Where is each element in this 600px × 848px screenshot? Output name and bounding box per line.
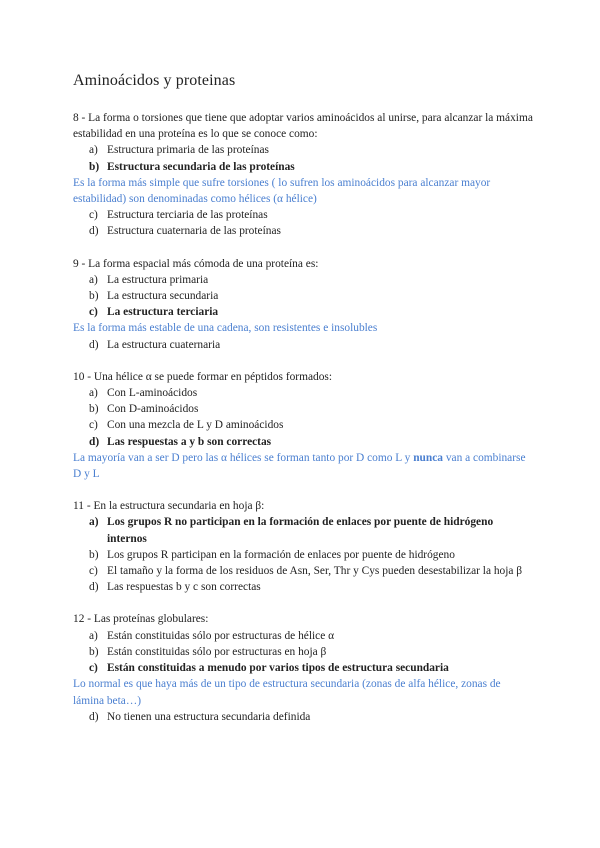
answer-note: Lo normal es que haya más de un tipo de estructura secundaria (zonas de alfa hélice, zonas de lámina beta…) (73, 678, 501, 707)
option-b-correct: b) Estructura secundaria de las proteínas (89, 160, 295, 173)
question-9 (73, 256, 533, 353)
option-a: a) La estructura primaria (89, 273, 209, 286)
question-11 (73, 498, 533, 595)
question-text: 12 - Las proteínas globulares: (73, 613, 209, 626)
question-10 (73, 369, 533, 482)
option-c: c) Estructura terciaria de las proteínas (89, 209, 268, 222)
option-b: b) Están constituidas sólo por estructuras en hoja β (89, 645, 327, 658)
option-c: c) Con una mezcla de L y D aminoácidos (89, 419, 284, 432)
option-c-correct: c) Están constituidas a menudo por varios tipos de estructura secundaria (89, 662, 449, 675)
question-12 (73, 611, 533, 724)
option-a-correct: a) Los grupos R no participan en la formación de enlaces por puente de hidrógeno internos (89, 516, 494, 545)
option-d: d) No tienen una estructura secundaria definida (89, 710, 311, 723)
page-title: Aminoácidos y proteinas (73, 72, 236, 89)
answer-note: Es la forma más simple que sufre torsiones ( lo sufren los aminoácidos para alcanzar mayor estabilidad) son denominadas como hélices (α hélice) (73, 176, 491, 206)
option-b: b) La estructura secundaria (89, 290, 219, 303)
option-b: b) Los grupos R participan en la formación de enlaces por puente de hidrógeno (89, 548, 455, 561)
option-a: a) Están constituidas sólo por estructuras de hélice α (89, 629, 335, 642)
option-a: a) Estructura primaria de las proteínas (89, 144, 269, 157)
option-a: a) Con L-aminoácidos (89, 387, 198, 400)
option-d: d) La estructura cuaternaria (89, 338, 221, 351)
question-text: 8 - La forma o torsiones que tiene que adoptar varios aminoácidos al unirse, para alcanzar la máxima estabilidad en una proteína es lo que se conoce como: (73, 112, 533, 141)
answer-note: La mayoría van a ser D pero las α hélices se forman tanto por D como L y nunca van a combinarse D y L (73, 451, 526, 481)
question-text: 9 - La forma espacial más cómoda de una proteína es: (73, 257, 319, 270)
answer-note: Es la forma más estable de una cadena, son resistentes e insolubles (73, 322, 378, 335)
question-text: 10 - Una hélice α se puede formar en péptidos formados: (73, 370, 333, 383)
option-c-correct: c) La estructura terciaria (89, 306, 219, 319)
option-d: d) Estructura cuaternaria de las proteínas (89, 225, 281, 238)
question-8 (73, 110, 533, 240)
option-d: d) Las respuestas b y c son correctas (89, 581, 261, 594)
option-d-correct: d) Las respuestas a y b son correctas (89, 435, 272, 448)
option-c: c) El tamaño y la forma de los residuos de Asn, Ser, Thr y Cys pueden desestabilizar la hoja β (89, 565, 523, 578)
document-page (73, 72, 533, 741)
question-text: 11 - En la estructura secundaria en hoja β: (73, 500, 265, 513)
option-b: b) Con D-aminoácidos (89, 403, 199, 416)
